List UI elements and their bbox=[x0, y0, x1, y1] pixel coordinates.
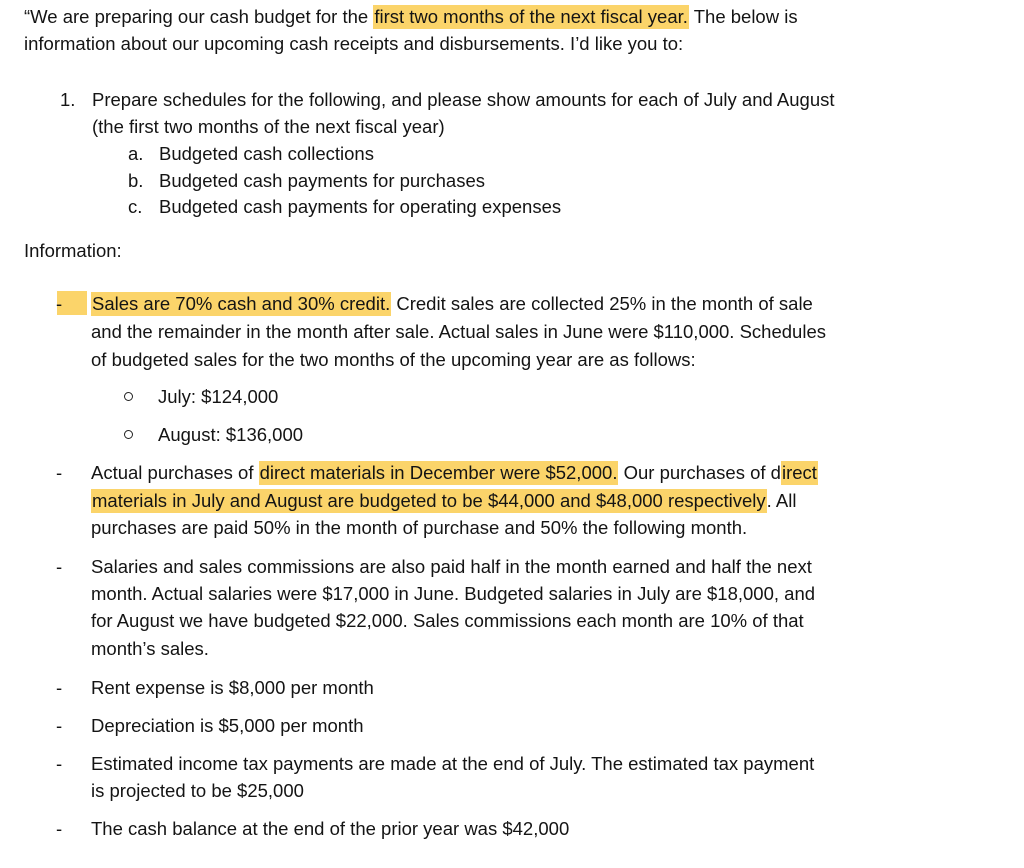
cash-balance-line: The cash balance at the end of the prior year was $42,000 bbox=[91, 818, 570, 839]
tax-line-1: Estimated income tax payments are made at the end of July. The estimated tax payment bbox=[91, 753, 815, 774]
subitem-letter-b: b. bbox=[128, 170, 144, 191]
intro-text-post: The below is bbox=[688, 6, 798, 27]
bullet-dash-salaries: - bbox=[56, 556, 63, 577]
purchases-highlight-1: direct materials in December were $52,000. bbox=[259, 462, 618, 483]
tax-line-2: is projected to be $25,000 bbox=[91, 780, 304, 801]
bullet-dash-rent: - bbox=[56, 677, 63, 698]
purchases-highlight-2: irect bbox=[781, 462, 817, 483]
task-line-2: (the first two months of the next fiscal year) bbox=[92, 116, 445, 137]
subitem-text-a: Budgeted cash collections bbox=[159, 143, 374, 164]
sales-line-3: of budgeted sales for the two months of the upcoming year are as follows: bbox=[91, 349, 696, 370]
purchases-line-2 bbox=[91, 487, 797, 514]
bullet-dash-tax: - bbox=[56, 753, 63, 774]
sales-month-august: August: $136,000 bbox=[158, 424, 304, 445]
depreciation-line: Depreciation is $5,000 per month bbox=[91, 715, 364, 736]
sales-line-1 bbox=[91, 290, 813, 317]
salaries-line-4: month’s sales. bbox=[91, 638, 209, 659]
subitem-text-c: Budgeted cash payments for operating expenses bbox=[159, 196, 562, 217]
purchases-text-mid: Our purchases of d bbox=[618, 462, 781, 483]
purchases-text-pre: Actual purchases of bbox=[91, 462, 259, 483]
purchases-line-3: purchases are paid 50% in the month of purchase and 50% the following month. bbox=[91, 517, 748, 538]
sales-line-2: and the remainder in the month after sale. Actual sales in June were $110,000. Schedules bbox=[91, 321, 826, 342]
subitem-letter-a: a. bbox=[128, 143, 144, 164]
salaries-line-2: month. Actual salaries were $17,000 in June. Budgeted salaries in July are $18,000, and bbox=[91, 583, 816, 604]
bullet-dash-sales: - bbox=[56, 293, 63, 314]
purchases-line-1 bbox=[91, 459, 818, 486]
bullet-dash-cash: - bbox=[56, 818, 63, 839]
purchases-highlight-3: materials in July and August are budgeted to be $44,000 and $48,000 respectively bbox=[92, 490, 766, 511]
bullet-dash-depreciation: - bbox=[56, 715, 63, 736]
subitem-text-b: Budgeted cash payments for purchases bbox=[159, 170, 485, 191]
circle-bullet-icon bbox=[124, 392, 133, 401]
purchases-text-post: . All bbox=[766, 490, 797, 511]
salaries-line-1: Salaries and sales commissions are also paid half in the month earned and half the next bbox=[91, 556, 812, 577]
intro-line-1 bbox=[24, 3, 798, 30]
sales-month-july: July: $124,000 bbox=[158, 386, 279, 407]
subitem-letter-c: c. bbox=[128, 196, 143, 217]
task-line-1: Prepare schedules for the following, and please show amounts for each of July and August bbox=[92, 89, 835, 110]
bullet-dash-purchases: - bbox=[56, 462, 63, 483]
info-heading: Information: bbox=[24, 240, 122, 261]
sales-highlight: Sales are 70% cash and 30% credit. bbox=[92, 293, 391, 314]
salaries-line-3: for August we have budgeted $22,000. Sales commissions each month are 10% of that bbox=[91, 610, 804, 631]
sales-text-post: Credit sales are collected 25% in the month of sale bbox=[391, 293, 813, 314]
rent-line: Rent expense is $8,000 per month bbox=[91, 677, 374, 698]
task-number: 1. bbox=[60, 89, 76, 110]
intro-highlight: first two months of the next fiscal year. bbox=[374, 6, 688, 27]
intro-text-pre: “We are preparing our cash budget for the bbox=[24, 6, 374, 27]
circle-bullet-icon bbox=[124, 430, 133, 439]
intro-line-2: information about our upcoming cash receipts and disbursements. I’d like you to: bbox=[24, 33, 684, 54]
